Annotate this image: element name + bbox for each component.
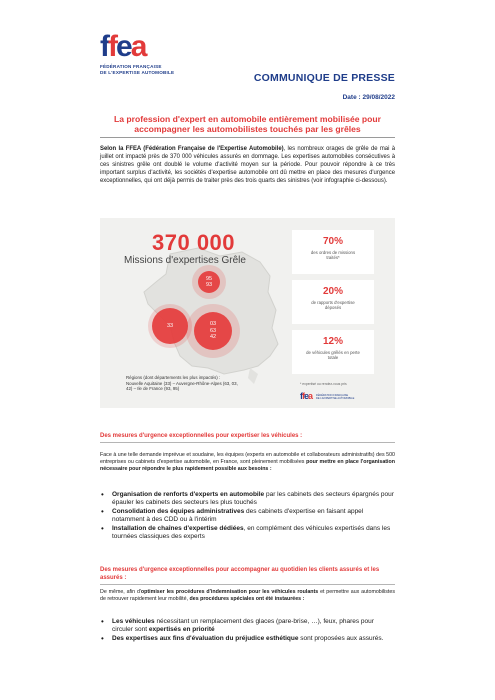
list-item: • Les véhicules nécessitant un remplacement des glaces (pare-brise, …), feux, phares pour circuler sont expertisés en priorité	[100, 618, 395, 635]
section-2-paragraph: De même, afin d'optimiser les procédures d'indemnisation pour les véhicules roulants et permettre aux automobilistes de retrouver rapidement leur mobilité, des procédures spéciales ont été instaurées :	[100, 589, 395, 603]
logo-letter: a	[130, 30, 146, 63]
logo-letter: f	[108, 30, 116, 63]
stat-label: de véhicules grêlés en perte totale	[306, 350, 360, 361]
section-1-heading: Des mesures d'urgence exceptionnelles pour expertiser les véhicules :	[100, 433, 303, 439]
stat-value: 20%	[322, 286, 343, 297]
document-title: COMMUNIQUE DE PRESSE	[253, 72, 395, 84]
infographic	[100, 218, 395, 408]
intro-paragraph: Selon la FFEA (Fédération Française de l'Expertise Automobile), les nombreux orages de grêle de mai à juillet ont impacté près de 370 000 véhicules assurés en dommage. Les expertises automobiles consécutives à ces sinistres grêle ont doublé le volume d'activité moyen sur la période. Pour pouvoir répondre à ce très important surplus d'activité, les sociétés d'expertise automobile ont dû mettre en place des mesures d'urgence exceptionnelles, qui ont déjà permis de traiter près des trois quarts des sinistres (voir infographie ci-dessous).	[100, 146, 395, 184]
stat-value: 70%	[322, 236, 343, 247]
logo-tagline: FÉDÉRATION FRANÇAISE DE L'EXPERTISE AUTOMOBILE	[100, 64, 175, 75]
regions-caption: Régions (dont départements les plus impactés) : Nouvelle Aquitaine (33) – Auvergne-Rhône-Alpes (63, 03, 42) – Ile de France (93, 95)	[126, 375, 238, 392]
ffea-logo	[100, 28, 210, 84]
infographic-footnote: * expertisé ou rendez-vous pris	[300, 382, 347, 386]
mini-ffea-logo: ffea	[300, 391, 313, 401]
list-item: • Des expertises aux fins d'évaluation du préjudice esthétique sont proposées aux assurés.	[100, 635, 395, 643]
section-1-divider	[100, 442, 395, 443]
big-number: 370 000	[152, 230, 236, 255]
mini-logo-tagline: FÉDÉRATION FRANÇAISE DE L'EXPERTISE AUTOMOBILE	[316, 394, 355, 400]
stat-value: 12%	[322, 336, 343, 347]
headline: La profession d'expert en automobile entièrement mobilisée pour accompagner les automobilistes touchés par les grêles	[113, 114, 382, 134]
hail-circle-aura: 03 63 42	[194, 312, 232, 350]
headline-divider	[100, 137, 395, 138]
big-subtitle: Missions d'expertises Grêle	[124, 255, 246, 266]
stat-box-reports	[292, 280, 374, 324]
stat-box-total-loss	[292, 330, 374, 374]
section-2-divider	[100, 584, 395, 585]
list-item: • Consolidation des équipes administratives des cabinets d'expertise en faisant appel notamment à des CDD ou à l'intérim	[100, 508, 395, 525]
section-1-paragraph: Face à une telle demande imprévue et soudaine, les équipes (experts en automobile et collaborateurs administratifs) des 500 entreprises ou cabinets d'expertise automobile, en France, sont pleinement mobilisées pour mettre en place l'organisation nécessaire pour répondre le plus rapidement possible aux besoins :	[100, 452, 395, 473]
stat-box-missions	[292, 230, 374, 274]
section-2-heading: Des mesures d'urgence exceptionnelles pour accompagner au quotidien les clients assurés et les assurés :	[100, 567, 380, 581]
logo-letter: e	[116, 30, 131, 63]
section-1-bullet-list	[100, 491, 395, 542]
document-date: Date : 29/08/2022	[342, 94, 395, 101]
section-2-bullet-list	[100, 618, 395, 644]
ffea-logo-mark	[100, 28, 210, 62]
logo-letter: f	[100, 30, 108, 63]
stat-label: de rapports d'expertise déposés	[311, 300, 355, 311]
list-item: • Organisation de renforts d'experts en automobile par les cabinets des secteurs épargnés pour épauler les cabinets des secteurs les plus touchés	[100, 491, 395, 508]
hail-circle-idf: 95 93	[198, 271, 220, 293]
stat-label: des ordres de missions traités*	[310, 250, 356, 261]
hail-circle-nouvelle-aquitaine: 33	[152, 308, 188, 344]
list-item: • Installation de chaînes d'expertise dédiées, en complément des véhicules expertisés dans les tournées classiques des experts	[100, 525, 395, 542]
